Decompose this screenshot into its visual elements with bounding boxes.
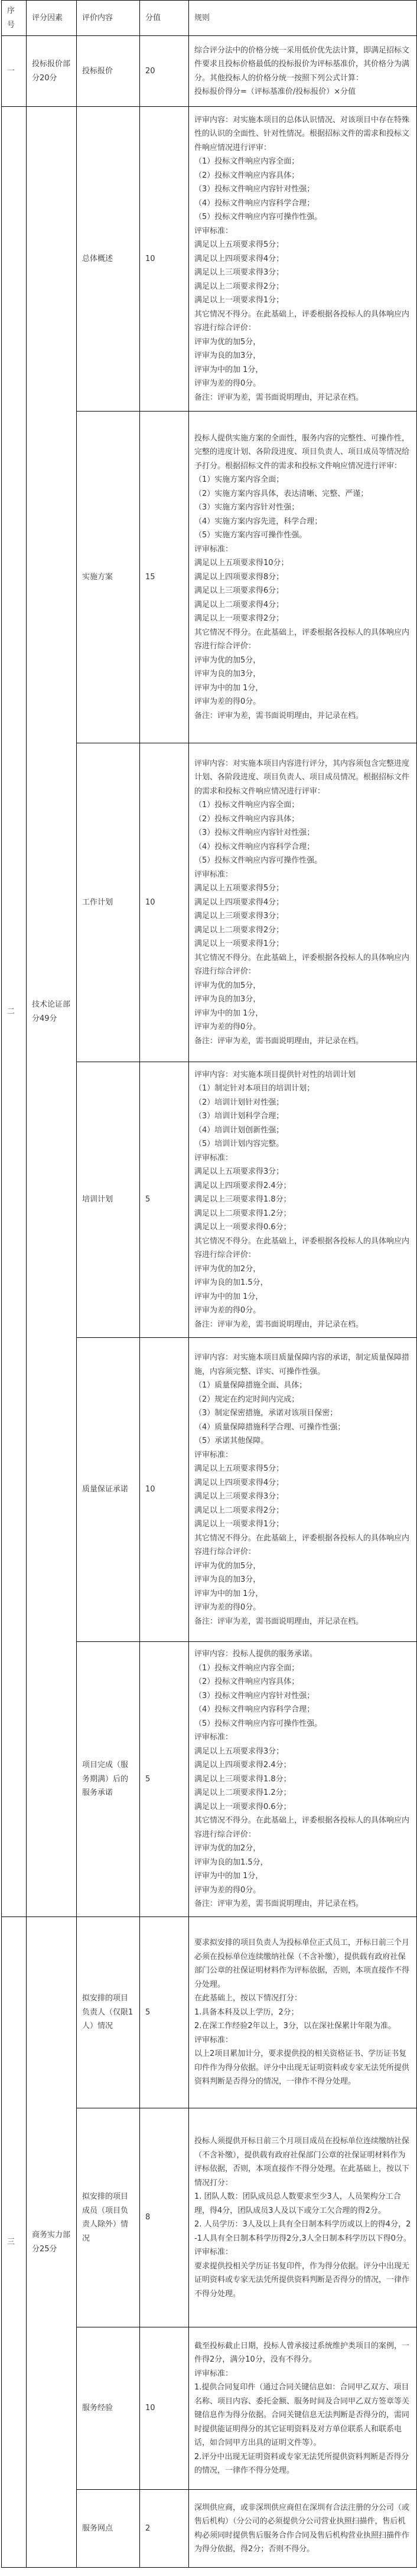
score-value: 10	[140, 2327, 189, 2490]
rules-cell	[189, 1338, 417, 1642]
rule-line: 满足以上三项要求得3分；	[194, 912, 284, 921]
rule-line: 评审标准：	[194, 2248, 233, 2257]
score-value: 15	[140, 412, 189, 743]
rule-line: 1.具备本科及以上学历，2分；	[194, 2007, 299, 2017]
rule-line: 满足以上四项要求得4分；	[194, 1478, 284, 1487]
rule-line: 满足以上四项要求得8分；	[194, 572, 284, 582]
rule-line: （3）投标文件响应内容针对性强；	[194, 1691, 315, 1700]
rule-line: 满足以上五项要求得3分；	[194, 1746, 284, 1756]
evaluation-content: 实施方案	[77, 412, 140, 743]
rule-line: 评审为良的加3分，	[194, 1575, 261, 1584]
score-value: 8	[140, 2108, 189, 2327]
rule-line: 2. 人员学历：3人及以上具有全日制本科学历或以上的得4分，2-1人具有全日制本科学历得2分,3人全日制本科学历以下得0分。	[194, 2220, 411, 2243]
section-number: 二	[2, 107, 27, 1917]
rule-line: 满足以上一项要求得0.6分；	[194, 1223, 291, 1232]
score-value: 10	[140, 743, 189, 1062]
rule-line: 满足以上三项要求得3分；	[194, 268, 284, 277]
rule-line: 满足以上三项要求得1.8分；	[194, 1774, 291, 1784]
score-value: 5	[140, 1642, 189, 1917]
scoring-factor: 投标报价部分20分	[27, 36, 77, 107]
rule-line: （4）投标文件响应内容科学合理；	[194, 1705, 315, 1715]
score-value: 10	[140, 107, 189, 412]
rules-cell	[189, 412, 417, 743]
rule-line: 2.在深工作经验2年以上，3分，以在深社保累计年限为准。	[194, 2022, 396, 2031]
rule-line: 满足以上一项要求得0.6分；	[194, 1802, 291, 1811]
scoring-factor: 商务实力部分25分	[27, 1917, 77, 2568]
rule-line: 评审标准：	[194, 226, 233, 236]
rule-line: 评审为优的加5分，	[194, 1561, 261, 1571]
rule-line: 评审为优的加2分，	[194, 1264, 261, 1274]
rules-cell	[189, 1062, 417, 1338]
rule-line: （5）承诺其他保障。	[194, 1436, 269, 1445]
rule-line: 评审为中的加 1分，	[194, 1292, 263, 1301]
evaluation-content: 项目完成（服务期满）后的服务承诺	[77, 1642, 140, 1917]
evaluation-content: 总体概述	[77, 107, 140, 412]
rule-line: （1）制定针对本项目的培训计划；	[194, 1084, 315, 1093]
rule-line: （5）投标文件响应内容可操作性强。	[194, 856, 322, 866]
rule-line: （4）实施方案内容先进，科学合理；	[194, 517, 322, 526]
rule-line: 评审为良的加1.5分，	[194, 1278, 268, 1288]
rule-line: 满足以上一项要求得1分；	[194, 296, 284, 305]
rule-line: 满足以上五项要求得5分；	[194, 884, 284, 893]
rule-line: 满足以上五项要求得3分；	[194, 1167, 284, 1177]
rule-line: （5）培训计划内容完整。	[194, 1140, 284, 1149]
rule-line: （2）培训计划针对性强；	[194, 1098, 284, 1107]
rule-line: 满足以上五项要求得10分；	[194, 559, 289, 568]
rule-line: 评审内容：对实施本项目质量保障内容的承诺，制定质量保障措施，内容须完整、详实、可操作性强。	[194, 1353, 410, 1376]
rule-line: 评审为中的加 1分，	[194, 365, 263, 374]
rule-line: （1）投标文件响应内容全面；	[194, 157, 299, 166]
rule-line: 备注：评审为差，需书面说明理由，并记录在档。	[194, 1617, 364, 1626]
rule-line: （3）投标文件响应内容针对性强；	[194, 185, 315, 194]
rule-line: 备注：评审为差，需书面说明理由，并记录在档。	[194, 1320, 364, 1329]
rule-line: 要求拟安排的项目负责人为投标单位正式员工，开标日前三个月必须在投标单位连续缴纳社保（不含补缴），提供载有政府社保部门公章的社保证明材料作为评标依据，否则，本项直接作不得分处理。	[194, 1938, 410, 1989]
rule-line: 满足以上四项要求得4分；	[194, 897, 284, 907]
table-header-row	[2, 1, 417, 36]
rule-line: （1）投标文件响应内容全面；	[194, 1663, 299, 1673]
score-value: 10	[140, 1338, 189, 1642]
rule-line: 满足以上一项要求得1分；	[194, 1520, 284, 1529]
rule-line: 满足以上五项要求得5分；	[194, 1464, 284, 1473]
rule-line: 评审内容：对实施本项目提供针对性的培训计划	[194, 1070, 356, 1079]
rules-cell	[189, 107, 417, 412]
rule-line: （1）质量保障措施全面、具体；	[194, 1381, 307, 1390]
header-content: 评价内容	[77, 1, 140, 36]
rule-line: 评审为优的加2分，	[194, 1844, 261, 1853]
rule-line: 综合评分法中的价格分统一采用低价优先法计算，即满足招标文件要求且投标价格最低的投标报价为评标基准价，其价格分为满分。其他投标人的价格分统一按照下列公式计算：	[194, 45, 410, 83]
score-value: 5	[140, 1917, 189, 2108]
rule-line: 备注：评审为差，需书面说明理由，并记录在档。	[194, 393, 364, 402]
rule-line: 评审标准：	[194, 870, 233, 879]
rule-line: 其它情况不得分。在此基础上，评委根据各投标人的具体响应内容进行综合评价：	[194, 1816, 410, 1839]
rules-cell	[189, 2327, 417, 2490]
header-rules: 规则	[189, 1, 417, 36]
rule-line: 其它情况不得分。在此基础上，评委根据各投标人的具体响应内容进行综合评价：	[194, 628, 410, 651]
rule-line: 要求提供投相关学历证书复印件，作为得分依据。评分中出现无证明资料或专家无法凭所提供资料判断是否得分的情况，一律作不得分处理。	[194, 2261, 410, 2299]
evaluation-content: 服务经验	[77, 2327, 140, 2490]
rule-line: 评审为差的得0分。	[194, 697, 261, 707]
table-row	[2, 1917, 417, 2108]
scoring-table	[1, 0, 417, 2568]
rule-line: 备注：评审为差，需书面说明理由，并记录在档。	[194, 1036, 364, 1046]
rule-line: （3）制定保密措施，承诺对该项目保密；	[194, 1409, 338, 1418]
rule-line: （3）培训计划科学合理；	[194, 1112, 284, 1121]
rule-line: 满足以上二项要求得4分；	[194, 600, 284, 609]
rule-line: 满足以上四项要求得2.4分；	[194, 1181, 291, 1190]
evaluation-content: 工作计划	[77, 743, 140, 1062]
rule-line: （5）实施方案内容可操作性强。	[194, 531, 307, 540]
score-value: 20	[140, 36, 189, 107]
rule-line: 满足以上四项要求得4分；	[194, 254, 284, 263]
rule-line: 备注：评审为差，需书面说明理由，并记录在档。	[194, 711, 364, 720]
score-value: 2	[140, 2490, 189, 2568]
rule-line: （3）实施方案内容针对性强；	[194, 503, 299, 512]
evaluation-content: 投标报价	[77, 36, 140, 107]
rule-line: （5）投标文件响应内容可操作性强。	[194, 1719, 322, 1728]
rule-line: 其它情况不得分。在此基础上，评委根据各投标人的具体响应内容进行综合评价：	[194, 1236, 410, 1260]
rule-line: 评审为差的得0分。	[194, 379, 261, 388]
table-body	[2, 36, 417, 2568]
rule-line: 投标人提供实施方案的全面性，服务内容的完整性、可操作性，完整的进度计划、各阶段进度、项目负责人、项目成员等情况给予打分。根据招标文件的需求和投标文件响应情况进行评审：	[194, 433, 410, 471]
rule-line: （2）投标文件响应内容具体；	[194, 171, 299, 180]
rules-cell	[189, 36, 417, 107]
rule-line: 其它情况不得分。在此基础上，评委根据各投标人的具体响应内容进行综合评价：	[194, 1533, 410, 1556]
rule-line: 满足以上二项要求得1.2分；	[194, 1209, 291, 1218]
rule-line: 满足以上一项要求得2分；	[194, 614, 284, 623]
evaluation-content: 拟安排的项目成员（项目负责人除外）情况	[77, 2108, 140, 2327]
rule-line: （4）质量保障措施科学合理、可操作性强；	[194, 1422, 346, 1432]
rule-line: 投标人须提供开标日前三个月项目成员在投标单位连续缴纳社保（不含补缴），提供载有政府社保部门公章的社保证明材料作为评标依据，否则，本项直接作不得分处理。在此基础上，按以下情况打分：	[194, 2137, 410, 2188]
rule-line: 评审为良的加3分，	[194, 995, 261, 1004]
rule-line: 满足以上四项要求得2.4分；	[194, 1761, 291, 1770]
rule-line: 评审内容：投标人提供的服务承诺。	[194, 1650, 318, 1659]
rule-line: 1.提供合同复印件（通过合同关键信息如：合同甲乙双方、项目名称、项目内容、委托金额、服务时间及合同甲乙双方签章等关键信息作为得分依据。合同关键信息无法判断是否得分的，需同时提供能证明得分的其它证明资料及对方单位联系人和联系电话，如合同甲方出具的证明文件等）。	[194, 2383, 410, 2447]
rule-line: 评审为良的加3分，	[194, 351, 261, 361]
rule-line: 满足以上三项要求得1.8分；	[194, 1195, 291, 1204]
rule-line: （2）投标文件响应内容具体；	[194, 1677, 299, 1687]
table-row	[2, 107, 417, 412]
rule-line: 满足以上二项要求得1.2分；	[194, 1788, 291, 1798]
rule-line: 满足以上五项要求得5分；	[194, 240, 284, 250]
rule-line: 其它情况不得分。在此基础上，评委根据各投标人的具体响应内容进行综合评价：	[194, 953, 410, 977]
rule-line: （5）投标文件响应内容可操作性强。	[194, 213, 322, 222]
rule-line: 满足以上三项要求得3分；	[194, 1492, 284, 1501]
section-number: 三	[2, 1917, 27, 2568]
rules-cell	[189, 1917, 417, 2108]
rule-line: 评审为差的得0分。	[194, 1306, 261, 1315]
rule-line: （4）培训计划创新性强；	[194, 1125, 284, 1135]
rule-line: 满足以上二项要求得2分；	[194, 925, 284, 935]
rule-line: （4）投标文件响应内容科学合理；	[194, 842, 315, 851]
rule-line: 备注：评审为差，需书面说明理由，并记录在档。	[194, 1899, 364, 1909]
rule-line: 评审为良的加3分，	[194, 670, 261, 679]
evaluation-content: 拟安排的项目负责人（仅限1人）情况	[77, 1917, 140, 2108]
rules-cell	[189, 1642, 417, 1917]
rules-cell	[189, 2108, 417, 2327]
rule-line: （4）投标文件响应内容科学合理；	[194, 198, 315, 208]
rule-line: 满足以上一项要求得1分；	[194, 939, 284, 949]
rule-line: 满足以上二项要求得2分；	[194, 282, 284, 291]
rule-line: 满足以上三项要求得6分；	[194, 586, 284, 596]
rule-line: 评审标准：	[194, 1153, 233, 1163]
rule-line: 其它情况不得分。在此基础上，评委根据各投标人的具体响应内容进行综合评价：	[194, 309, 410, 333]
rule-line: （2）实施方案内容具体，表达清晰、完整、严谨；	[194, 489, 369, 498]
rule-line: 满足以上二项要求得2分；	[194, 1506, 284, 1515]
rule-line: 评审为差的得0分。	[194, 1885, 261, 1895]
rule-line: （2）投标文件响应内容具体；	[194, 814, 299, 824]
rule-line: 评审为良的加1.5分，	[194, 1857, 268, 1867]
rule-line: 评审为中的加 1分，	[194, 683, 263, 693]
rule-line: 评审内容：对实施本项目内容进行评分，其内容须包含完整进度计划、各阶段进度、项目负责人、项目成员情况。根据招标文件的需求和投标文件响应情况进行评审：	[194, 759, 410, 796]
rule-line: 评审为优的加5分，	[194, 981, 261, 990]
rules-cell	[189, 2490, 417, 2568]
rule-line: 评审标准：	[194, 1733, 233, 1742]
rule-line: 评审标准：	[194, 2369, 233, 2378]
evaluation-content: 培训计划	[77, 1062, 140, 1338]
rule-line: 投标报价得分=（评标基准价/投标报价）×分值	[194, 87, 356, 96]
header-no: 序号	[2, 1, 27, 36]
section-number: 一	[2, 36, 27, 107]
rule-line: 评审标准：	[194, 544, 233, 554]
rule-line: （1）投标文件响应内容全面；	[194, 801, 299, 810]
rule-line: 在此基础上，按以下情况打分：	[194, 1994, 302, 2003]
rule-line: （3）投标文件响应内容针对性强；	[194, 828, 315, 838]
rule-line: 评审为优的加5分，	[194, 337, 261, 347]
rule-line: 以上2项目累加计分，要求提供投的相关资格证书、学历证书复印件作为得分依据。评分中出现无证明资料或专家无法凭所提供资料判断是否得分的情况，一律作不得分处理。	[194, 2049, 410, 2087]
table-row	[2, 36, 417, 107]
rule-line: （2）规定在约定时间内完成；	[194, 1395, 299, 1404]
evaluation-content: 质量保证承诺	[77, 1338, 140, 1642]
rule-line: 评审为优的加5分，	[194, 655, 261, 665]
rule-line: （1）实施方案内容全面；	[194, 475, 284, 485]
rule-line: 评审为差的得0分。	[194, 1603, 261, 1612]
rule-line: 评审标准：	[194, 2035, 233, 2045]
rule-line: 截至投标截止日期，投标人曾承接过系统维护类项目的案例，一件得2分，满分10分，没有不得分。	[194, 2341, 410, 2364]
rule-line: 深圳供应商，或非深圳供应商但在深圳有合法注册的分公司（或售后机构）（分公司的必须提供分公司营业执照扫描件，售后机构必须同时提供售后服务合作合同及售后机构营业执照扫描件作为得分依据，得2分；否则不得分。	[194, 2503, 410, 2554]
header-score: 分值	[140, 1, 189, 36]
rule-line: 评审内容：对实施本项目的总体认识情况、对该项目中存在特殊性的认识的全面性、针对性情况。根据招标文件的需求和投标文件响应情况进行评审：	[194, 115, 410, 152]
rule-line: 1. 团队人数：团队成员总人数要求至少3人，人员架构分工合理，得4分，团队成员3人及以下或分工欠合理的得2分。	[194, 2192, 401, 2215]
evaluation-content: 服务网点	[77, 2490, 140, 2568]
rule-line: 评审为中的加 1分，	[194, 1872, 263, 1881]
rules-cell	[189, 743, 417, 1062]
score-value: 5	[140, 1062, 189, 1338]
scoring-factor: 技术论证部分49分	[27, 107, 77, 1917]
rule-line: 评审标准：	[194, 1450, 233, 1460]
rule-line: 评审为中的加 1分，	[194, 1589, 263, 1598]
rule-line: 2.评分中出现无证明资料或专家无法凭所提供资料判断是否得分的情况，一律作不得分处理。	[194, 2452, 409, 2475]
header-factor: 评分因素	[27, 1, 77, 36]
rule-line: 评审为差的得0分。	[194, 1023, 261, 1032]
rule-line: 评审为中的加 1分，	[194, 1008, 263, 1018]
